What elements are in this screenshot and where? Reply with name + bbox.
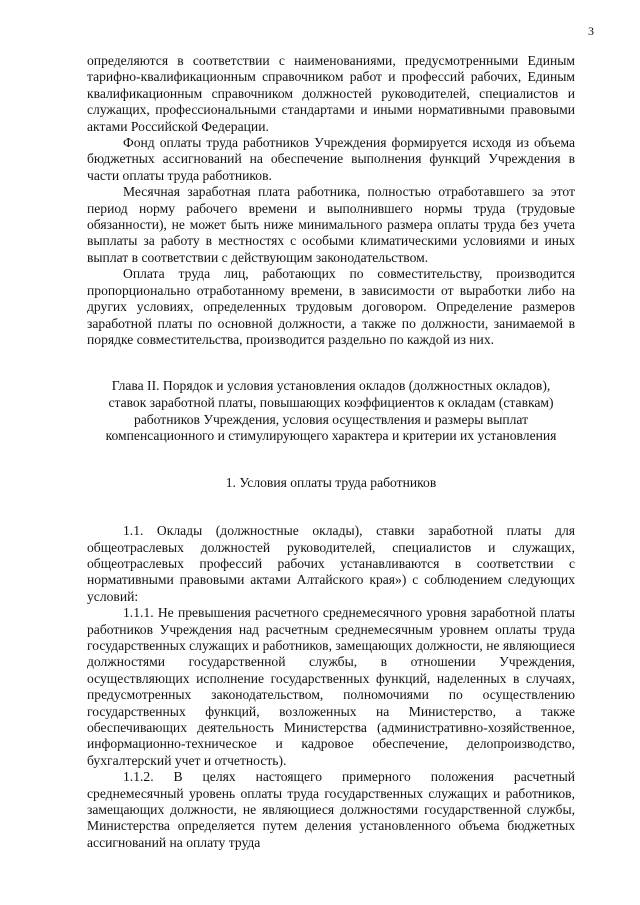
paragraph-continuation: определяются в соответствии с наименованиями, предусмотренными Единым тарифно-квалификационным справочником работ и профессий рабочих, Единым квалификационным справочником должностей руководителей, специалистов и служащих, профессиональными стандартами и иными нормативными правовыми актами Российской Федерации. <box>87 53 575 134</box>
page-number: 3 <box>588 24 594 38</box>
paragraph-payroll-fund: Фонд оплаты труда работников Учреждения формируется исходя из объема бюджетных ассигнований на обеспечение выполнения функций Учреждения в части оплаты труда работников. <box>87 135 575 183</box>
chapter-heading <box>87 378 575 444</box>
chapter-heading-line: компенсационного и стимулирующего характера и критерии их установления <box>105 428 557 444</box>
paragraph-monthly-wage: Месячная заработная плата работника, полностью отработавшего за этот период норму рабочего времени и выполнившего нормы труда (трудовые обязанности), не может быть ниже минимального размера оплаты труда без учета выплаты за работу в местностях с особыми климатическими условиями и иных выплат в соответствии с действующим законодательством. <box>87 184 575 265</box>
section-title: 1. Условия оплаты труда работников <box>225 474 437 490</box>
chapter-heading-line: ставок заработной платы, повышающих коэффициентов к окладам (ставкам) <box>108 394 554 410</box>
paragraph-part-time-pay: Оплата труда лиц, работающих по совместительству, производится пропорционально отработанному времени, в зависимости от выработки либо на других условиях, определенных трудовым договором. Определение размеров заработной платы по основной должности, а также по должности, занимаемой в порядке совместительства, производится раздельно по каждой из них. <box>87 266 575 347</box>
chapter-heading-line: работников Учреждения, условия осуществления и размеры выплат <box>133 411 529 427</box>
clause-1-1-1: 1.1.1. Не превышения расчетного среднемесячного уровня заработной платы работников Учреждения над расчетным среднемесячным уровнем оплаты труда государственных служащих и работников, замещающих должности, не являющиеся должностями государственной службы, в отношении Учреждения, осуществляющих исполнение государственных функций, наделенных в случаях, предусмотренных законодательством, полномочиями по осуществлению государственных функций, возложенных на Министерство, а также обеспечивающих деятельность Министерства (административно-хозяйственное, информационно-техническое и кадровое обеспечение, делопроизводство, бухгалтерский учет и отчетность). <box>87 605 575 768</box>
clause-1-1: 1.1. Оклады (должностные оклады), ставки заработной платы для общеотраслевых должностей руководителей, специалистов и служащих, общеотраслевых профессий рабочих устанавливаются в соответствии с нормативными правовыми актами Алтайского края») с соблюдением следующих условий: <box>87 523 575 604</box>
clause-1-1-2: 1.1.2. В целях настоящего примерного положения расчетный среднемесячный уровень оплаты труда государственных служащих и работников, замещающих должности, не являющиеся должностями государственной службы, Министерства определяется путем деления установленного объема бюджетных ассигнований на оплату труда <box>87 769 575 850</box>
document-body <box>87 53 575 851</box>
chapter-heading-line: Глава II. Порядок и условия установления окладов (должностных окладов), <box>111 378 551 394</box>
